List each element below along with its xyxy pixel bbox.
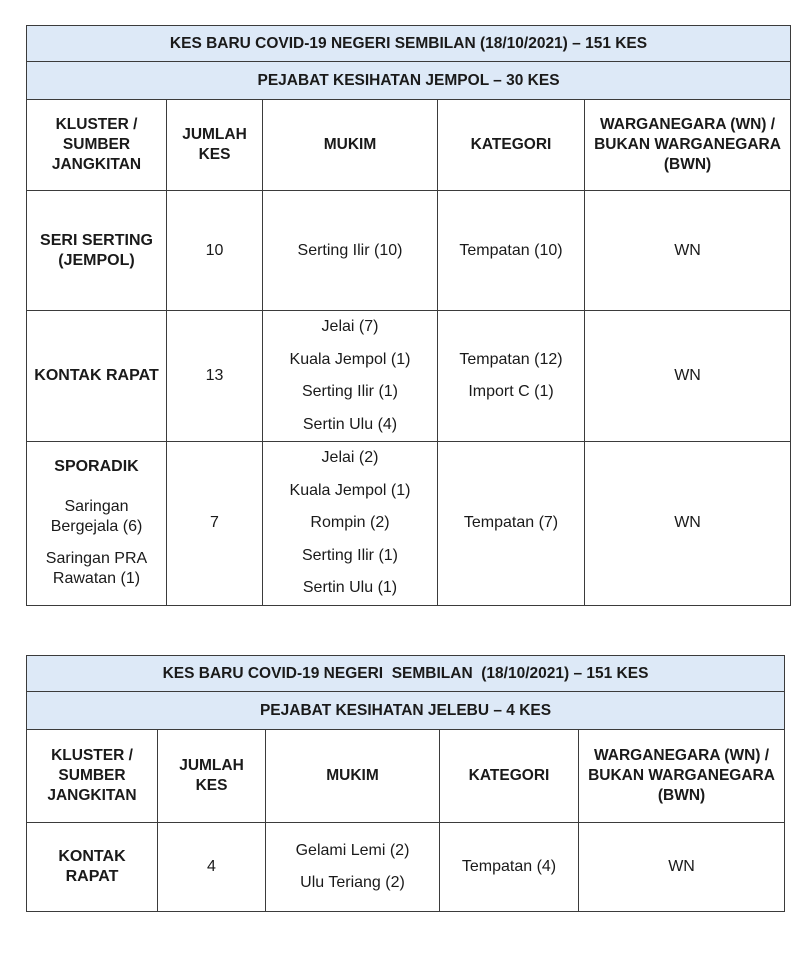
table-title: KES BARU COVID-19 NEGERI SEMBILAN (18/10/2021) – 151 KES [27, 26, 791, 62]
header-kluster: KLUSTER / SUMBER JANGKITAN [27, 100, 167, 191]
kluster-label: SPORADIK [54, 458, 139, 476]
table-subtitle: PEJABAT KESIHATAN JEMPOL – 30 KES [27, 62, 791, 100]
header-wn: WARGANEGARA (WN) / BUKAN WARGANEGARA (BWN) [579, 730, 785, 823]
mukim-item: Jelai (2) [321, 449, 379, 466]
mukim-item: Kuala Jempol (1) [289, 481, 411, 499]
mukim-item: Sertin Ulu (1) [302, 579, 398, 596]
table-row [27, 191, 791, 311]
cell-kluster: KONTAK RAPAT [27, 311, 167, 442]
cell-kluster [27, 442, 167, 606]
mukim-item: Sertin Ulu (4) [302, 415, 398, 433]
cell-jumlah: 4 [158, 823, 266, 912]
cell-jumlah: 7 [167, 442, 263, 606]
cell-jumlah: 10 [167, 191, 263, 311]
cell-mukim: Serting Ilir (10) [263, 191, 438, 311]
header-mukim: MUKIM [263, 100, 438, 191]
jempol-cases-table [26, 25, 791, 606]
header-wn: WARGANEGARA (WN) / BUKAN WARGANEGARA (BWN) [585, 100, 791, 191]
mukim-item: Rompin (2) [310, 514, 390, 531]
header-kategori: KATEGORI [440, 730, 579, 823]
cell-wn: WN [579, 823, 785, 912]
header-kategori: KATEGORI [438, 100, 585, 191]
table-subtitle: PEJABAT KESIHATAN JELEBU – 4 KES [27, 692, 785, 730]
mukim-item: Gelami Lemi (2) [295, 842, 410, 859]
cell-kluster: SERI SERTING (JEMPOL) [27, 191, 167, 311]
cell-mukim [263, 311, 438, 442]
cell-mukim [263, 442, 438, 606]
table-row [27, 823, 785, 912]
kategori-item: Import C (1) [468, 383, 554, 400]
jelebu-cases-table [26, 655, 785, 912]
kategori-item: Tempatan (12) [459, 350, 563, 368]
mukim-item: Kuala Jempol (1) [289, 350, 411, 368]
cell-kategori: Tempatan (10) [438, 191, 585, 311]
kluster-sub-item: Saringan Bergejala (6) [50, 498, 143, 536]
header-mukim: MUKIM [266, 730, 440, 823]
cell-wn: WN [585, 191, 791, 311]
cell-kluster: KONTAK RAPAT [27, 823, 158, 912]
kluster-sub-item: Saringan PRA Rawatan (1) [45, 550, 148, 588]
header-jumlah: JUMLAH KES [167, 100, 263, 191]
table-row [27, 442, 791, 606]
cell-wn: WN [585, 442, 791, 606]
table-row [27, 311, 791, 442]
header-kluster: KLUSTER / SUMBER JANGKITAN [27, 730, 158, 823]
mukim-item: Serting Ilir (1) [301, 546, 399, 564]
mukim-item: Jelai (7) [321, 318, 379, 335]
header-jumlah: JUMLAH KES [158, 730, 266, 823]
cell-wn: WN [585, 311, 791, 442]
mukim-item: Ulu Teriang (2) [300, 874, 405, 891]
cell-mukim [266, 823, 440, 912]
cell-kategori [438, 311, 585, 442]
mukim-item: Serting Ilir (1) [301, 383, 399, 400]
table-title: KES BARU COVID-19 NEGERI SEMBILAN (18/10/2021) – 151 KES [27, 656, 785, 692]
cell-kategori: Tempatan (7) [438, 442, 585, 606]
cell-jumlah: 13 [167, 311, 263, 442]
cell-kategori: Tempatan (4) [440, 823, 579, 912]
